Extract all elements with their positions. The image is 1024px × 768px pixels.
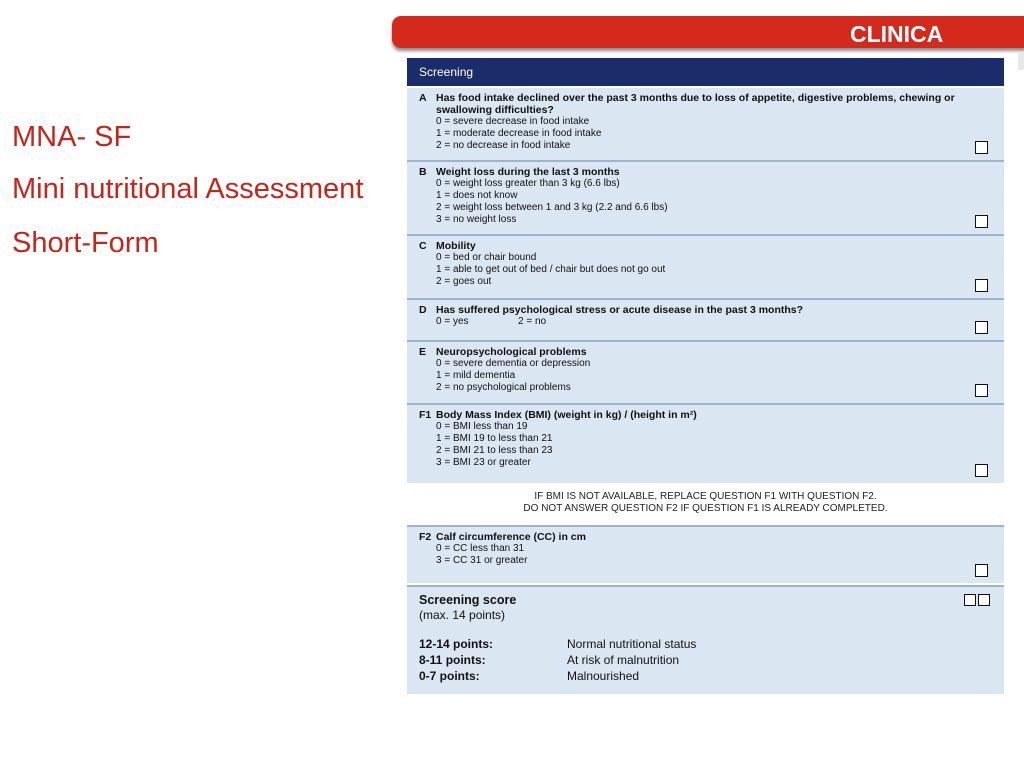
option: 1 = BMI 19 to less than 21 (436, 433, 553, 444)
score-range-points: 0-7 points: (419, 669, 480, 683)
option: 2 = weight loss between 1 and 3 kg (2.2 and 6.6 lbs) (436, 202, 668, 213)
answer-checkbox-b[interactable] (975, 215, 988, 228)
score-range-points: 12-14 points: (419, 637, 494, 651)
question-title: Has food intake declined over the past 3 months due to loss of appetite, digestive problems, chewing or swallowing difficulties? (436, 92, 955, 116)
question-title: Calf circumference (CC) in cm (436, 531, 586, 543)
option: 0 = severe decrease in food intake (436, 116, 590, 127)
banner-label: CLINICA (850, 21, 944, 47)
option: 3 = no weight loss (436, 214, 517, 225)
question-letter: F1 (419, 409, 432, 421)
option: 2 = goes out (436, 276, 492, 287)
question-letter: B (419, 166, 427, 178)
clinica-banner (392, 16, 1024, 48)
question-title: Has suffered psychological stress or acute disease in the past 3 months? (436, 304, 804, 316)
option: 2 = no (518, 316, 547, 327)
question-title: Weight loss during the last 3 months (436, 166, 620, 178)
screening-score-section (407, 585, 1004, 694)
option: 3 = CC 31 or greater (436, 555, 528, 566)
score-input-boxes[interactable] (964, 594, 990, 606)
option: 0 = bed or chair bound (436, 252, 537, 263)
option: 0 = yes (436, 316, 469, 327)
question-e (407, 342, 1004, 403)
question-letter: A (419, 92, 427, 104)
score-range-row (419, 668, 992, 684)
question-f1 (407, 405, 1004, 483)
answer-checkbox-f1[interactable] (975, 464, 988, 477)
answer-checkbox-f2[interactable] (975, 564, 988, 577)
question-letter: E (419, 346, 427, 358)
option: 2 = no psychological problems (436, 382, 571, 393)
answer-checkbox-c[interactable] (975, 279, 988, 292)
option: 2 = no decrease in food intake (436, 140, 571, 151)
option: 1 = moderate decrease in food intake (436, 128, 602, 139)
option: 0 = BMI less than 19 (436, 421, 528, 432)
option: 0 = severe dementia or depression (436, 358, 591, 369)
score-digit-box[interactable] (978, 594, 990, 606)
option: 3 = BMI 23 or greater (436, 457, 531, 468)
note-line: IF BMI IS NOT AVAILABLE, REPLACE QUESTION F1 WITH QUESTION F2. (534, 491, 877, 502)
option: 1 = does not know (436, 190, 518, 201)
option: 2 = BMI 21 to less than 23 (436, 445, 553, 456)
score-title: Screening score (419, 593, 517, 607)
score-range-label: Normal nutritional status (567, 637, 697, 651)
mna-screening-form (407, 58, 1004, 696)
score-range-label: Malnourished (567, 669, 640, 683)
score-subtitle: (max. 14 points) (419, 608, 506, 622)
answer-checkbox-e[interactable] (975, 384, 988, 397)
question-letter: F2 (419, 531, 432, 543)
score-range-row (419, 652, 992, 668)
form-header: Screening (407, 58, 1004, 86)
question-a (407, 88, 1004, 160)
score-digit-box[interactable] (964, 594, 976, 606)
score-range-row (419, 636, 992, 652)
banner-edge-tab (1018, 52, 1024, 70)
question-f2 (407, 527, 1004, 583)
question-c (407, 236, 1004, 298)
answer-checkbox-d[interactable] (975, 321, 988, 334)
question-letter: D (419, 304, 427, 316)
option: 1 = mild dementia (436, 370, 516, 381)
bmi-instruction-note (407, 485, 1004, 525)
answer-checkbox-a[interactable] (975, 141, 988, 154)
option: 0 = CC less than 31 (436, 543, 525, 554)
question-title: Mobility (436, 240, 476, 252)
title-mna-sf: MNA- SF (12, 121, 132, 153)
question-title: Body Mass Index (BMI) (weight in kg) / (height in m²) (436, 409, 697, 421)
score-range-label: At risk of malnutrition (567, 653, 680, 667)
question-d (407, 300, 1004, 340)
question-b (407, 162, 1004, 234)
note-line: DO NOT ANSWER QUESTION F2 IF QUESTION F1 IS ALREADY COMPLETED. (523, 503, 888, 514)
question-title: Neuropsychological problems (436, 346, 587, 358)
option: 0 = weight loss greater than 3 kg (6.6 lbs) (436, 178, 620, 189)
score-range-points: 8-11 points: (419, 653, 486, 667)
title-short-form: Short-Form (12, 227, 159, 259)
option: 1 = able to get out of bed / chair but does not go out (436, 264, 666, 275)
question-letter: C (419, 240, 427, 252)
title-full-name: Mini nutritional Assessment (12, 173, 364, 205)
